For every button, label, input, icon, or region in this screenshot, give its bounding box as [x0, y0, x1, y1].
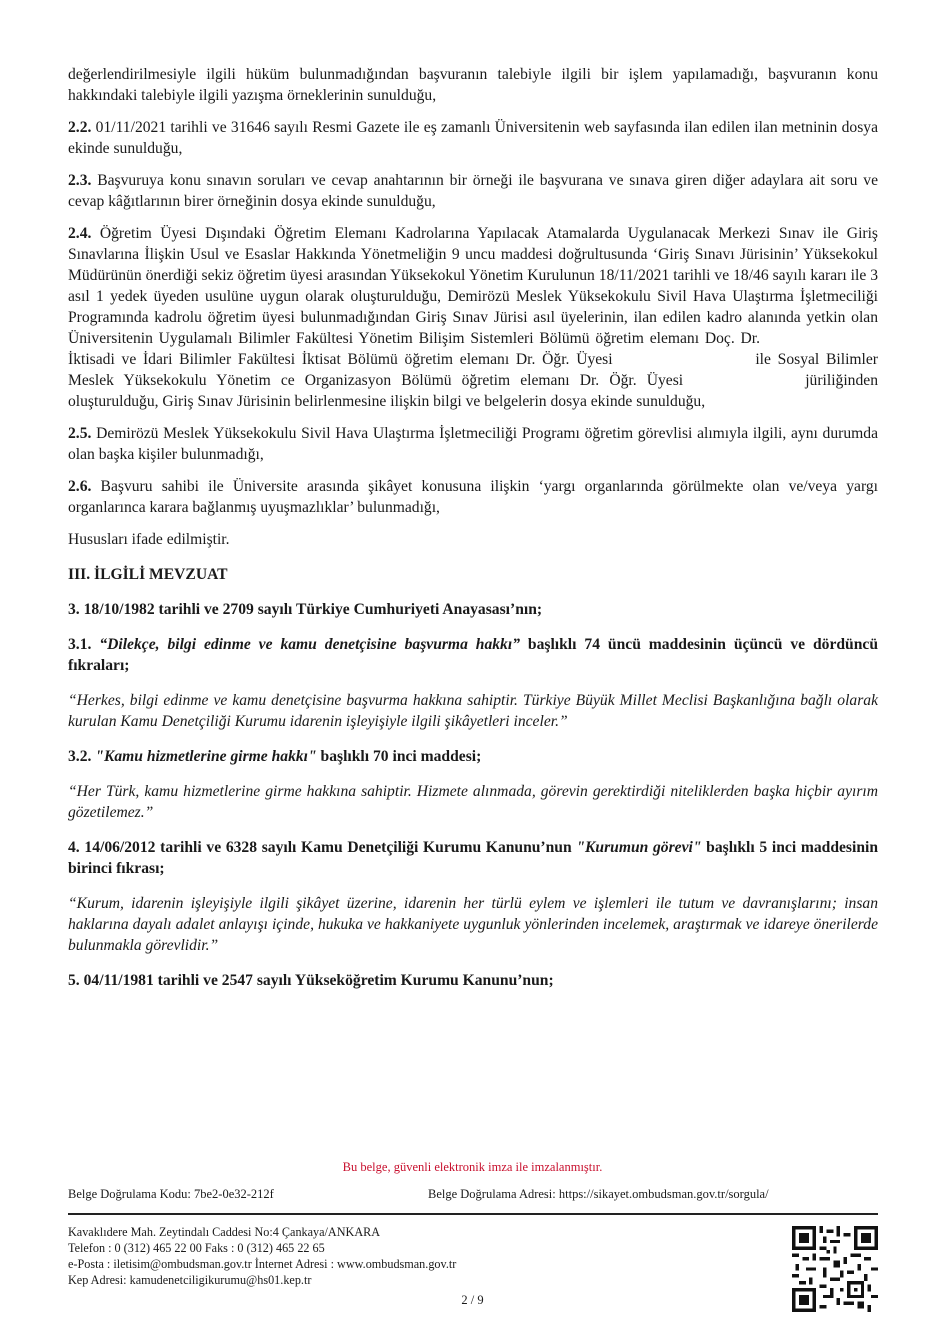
heading-text: başlıklı 74 üncü maddesinin üçüncü ve dördüncü fıkraları; [68, 636, 878, 674]
paragraph-text: İktisadi ve İdari Bilimler Fakültesi İktisat Bölümü öğretim elemanı Dr. Öğr. Üyesi [68, 351, 613, 368]
document-body [68, 64, 878, 1005]
paragraph-2-2 [68, 117, 878, 159]
paragraph-number: 2.2. [68, 119, 92, 136]
verification-code: Belge Doğrulama Kodu: 7be2-0e32-212f [68, 1187, 274, 1201]
footer-address: Kavaklıdere Mah. Zeytindalı Caddesi No:4 Çankaya/ANKARA [68, 1225, 381, 1239]
heading-number: 3.1. [68, 636, 100, 653]
paragraph-number: 2.6. [68, 478, 92, 495]
paragraph-2-5 [68, 423, 878, 465]
paragraph-text: jüriliğinden oluşturulduğu, Giriş Sınav Jürisinin belirlenmesine ilişkin bilgi ve belgelerin dosya ekinde sunulduğu, [68, 372, 878, 410]
law-heading-3: 3. 18/10/1982 tarihli ve 2709 sayılı Türkiye Cumhuriyeti Anayasası’nın; [68, 601, 543, 618]
closing-statement: Hususları ifade edilmiştir. [68, 531, 230, 548]
footer-email: e-Posta : iletisim@ombudsman.gov.tr İnternet Adresi : www.ombudsman.gov.tr [68, 1257, 457, 1271]
heading-italic: “Dilekçe, bilgi edinme ve kamu denetçisine başvurma hakkı” [99, 636, 520, 653]
law-heading-4 [68, 837, 878, 879]
heading-text: 4. 14/06/2012 tarihli ve 6328 sayılı Kamu Denetçiliği Kurumu Kanunu’nun [68, 839, 577, 856]
paragraph-number: 2.3. [68, 172, 92, 189]
quote-3-2: “Her Türk, kamu hizmetlerine girme hakkına sahiptir. Hizmete alınmada, görevin gerektirdiği niteliklerden başka hiçbir ayırım gözetilemez.” [68, 783, 878, 821]
law-heading-5: 5. 04/11/1981 tarihli ve 2547 sayılı Yükseköğretim Kurumu Kanunu’nun; [68, 972, 554, 989]
footer-contact [68, 1224, 456, 1288]
heading-italic: "Kamu hizmetlerine girme hakkı" [95, 748, 317, 765]
paragraph-2-6 [68, 476, 878, 518]
paragraph-text: Başvuru sahibi ile Üniversite arasında şikâyet konusuna ilişkin ‘yargı organlarında görülmekte olan ve/veya yargı organlarınca karara bağlanmış uyuşmazlıklar’ bulunmadığı, [68, 478, 878, 516]
heading-number: 3.2. [68, 748, 96, 765]
paragraph-2-4 [68, 223, 878, 412]
paragraph-continuation: değerlendirilmesiyle ilgili hüküm bulunmadığından başvuranın talebiyle ilgili bir işlem yapılamadığı, başvuranın konu hakkındaki talebiyle ilgili yazışma örneklerinin sunulduğu, [68, 66, 878, 104]
heading-italic: "Kurumun görevi" [576, 839, 702, 856]
paragraph-text: ile Sosyal Bilimler Meslek Yüksekokulu Yönetim ce Organizasyon Bölümü öğretim elemanı Dr. Öğr. Üyesi [68, 351, 878, 389]
heading-text: başlıklı 70 inci maddesi; [316, 748, 482, 765]
paragraph-text: Demirözü Meslek Yüksekokulu Sivil Hava Ulaştırma İşletmeciliği Programı öğretim görevlisi alımıyla ilgili, aynı durumda olan başka kişiler bulunmadığı, [68, 425, 878, 463]
paragraph-text: 01/11/2021 tarihli ve 31646 sayılı Resmi Gazete ile eş zamanlı Üniversitenin web sayfasında ilan edilen ilan metninin dosya ekinde sunulduğu, [68, 119, 878, 157]
quote-3-1: “Herkes, bilgi edinme ve kamu denetçisine başvurma hakkına sahiptir. Türkiye Büyük Millet Meclisi Başkanlığına bağlı olarak kurulan Kamu Denetçiliği Kurumu idarenin işleyişiyle ilgili şikâyetleri inceler.” [68, 692, 878, 730]
quote-4: “Kurum, idarenin işleyişiyle ilgili şikâyet üzerine, idarenin her türlü eylem ve işlemleri ile tutum ve davranışlarını; insan haklarına dayalı adalet anlayışı içinde, hukuka ve hakkaniyete uygunluk yönlerinden incelemek, araştırmak ve idareye önerilerde bulunmakla görevlidir.” [68, 895, 878, 954]
paragraph-number: 2.4. [68, 225, 92, 242]
footer-divider [68, 1213, 878, 1215]
section-title: III. İLGİLİ MEVZUAT [68, 566, 228, 583]
paragraph-text: Başvuruya konu sınavın soruları ve cevap anahtarının bir örneği ile başvurana ve sınava giren diğer adaylara ait soru ve cevap kâğıtlarının birer örneğinin dosya ekinde sunulduğu, [68, 172, 878, 210]
paragraph-text: Öğretim Üyesi Dışındaki Öğretim Elemanı Kadrolarına Yapılacak Atamalarda Uygulanacak Merkezi Sınav ile Giriş Sınavlarına İlişkin Usul ve Esaslar Hakkında Yönetmeliğin 9 uncu maddesi doğrultusunda ‘Giriş Sınavı Jürisinin’ Yüksekokul Müdürünün önerdiği sekiz öğretim üyesi arasından Yüksekokul Yönetim Kurulunun 18/11/2021 tarihli ve 18/46 sayılı kararı ile 3 asıl 1 yedek üyeden usulüne uygun olarak oluşturulduğu, Demirözü Meslek Yüksekokulu Sivil Hava Ulaştırma İşletmeciliği Programında kadrolu öğretim üyesi bulunmadığından Giriş Sınav Jürisi asıl üyelerinin, ilan edilen kadro alanında yetkin olan Üniversitenin Uygulamalı Bilimler Fakültesi Yönetim Bilişim Sistemleri Bölümü öğretim elemanı Doç. Dr. [68, 225, 878, 347]
paragraph-number: 2.5. [68, 425, 92, 442]
paragraph-2-3 [68, 170, 878, 212]
law-heading-3-2 [68, 746, 878, 767]
e-signature-note: Bu belge, güvenli elektronik imza ile imzalanmıştır. [342, 1160, 603, 1174]
footer-kep: Kep Adresi: kamudenetciligikurumu@hs01.kep.tr [68, 1273, 312, 1287]
law-heading-3-1 [68, 634, 878, 676]
footer-phone: Telefon : 0 (312) 465 22 00 Faks : 0 (312) 465 22 65 [68, 1241, 325, 1255]
page-number: 2 / 9 [461, 1293, 484, 1307]
qr-code-icon [792, 1226, 878, 1312]
heading-text: başlıklı 5 inci maddesinin birinci fıkrası; [68, 839, 878, 877]
verification-address: Belge Doğrulama Adresi: https://sikayet.ombudsman.gov.tr/sorgula/ [428, 1187, 769, 1201]
